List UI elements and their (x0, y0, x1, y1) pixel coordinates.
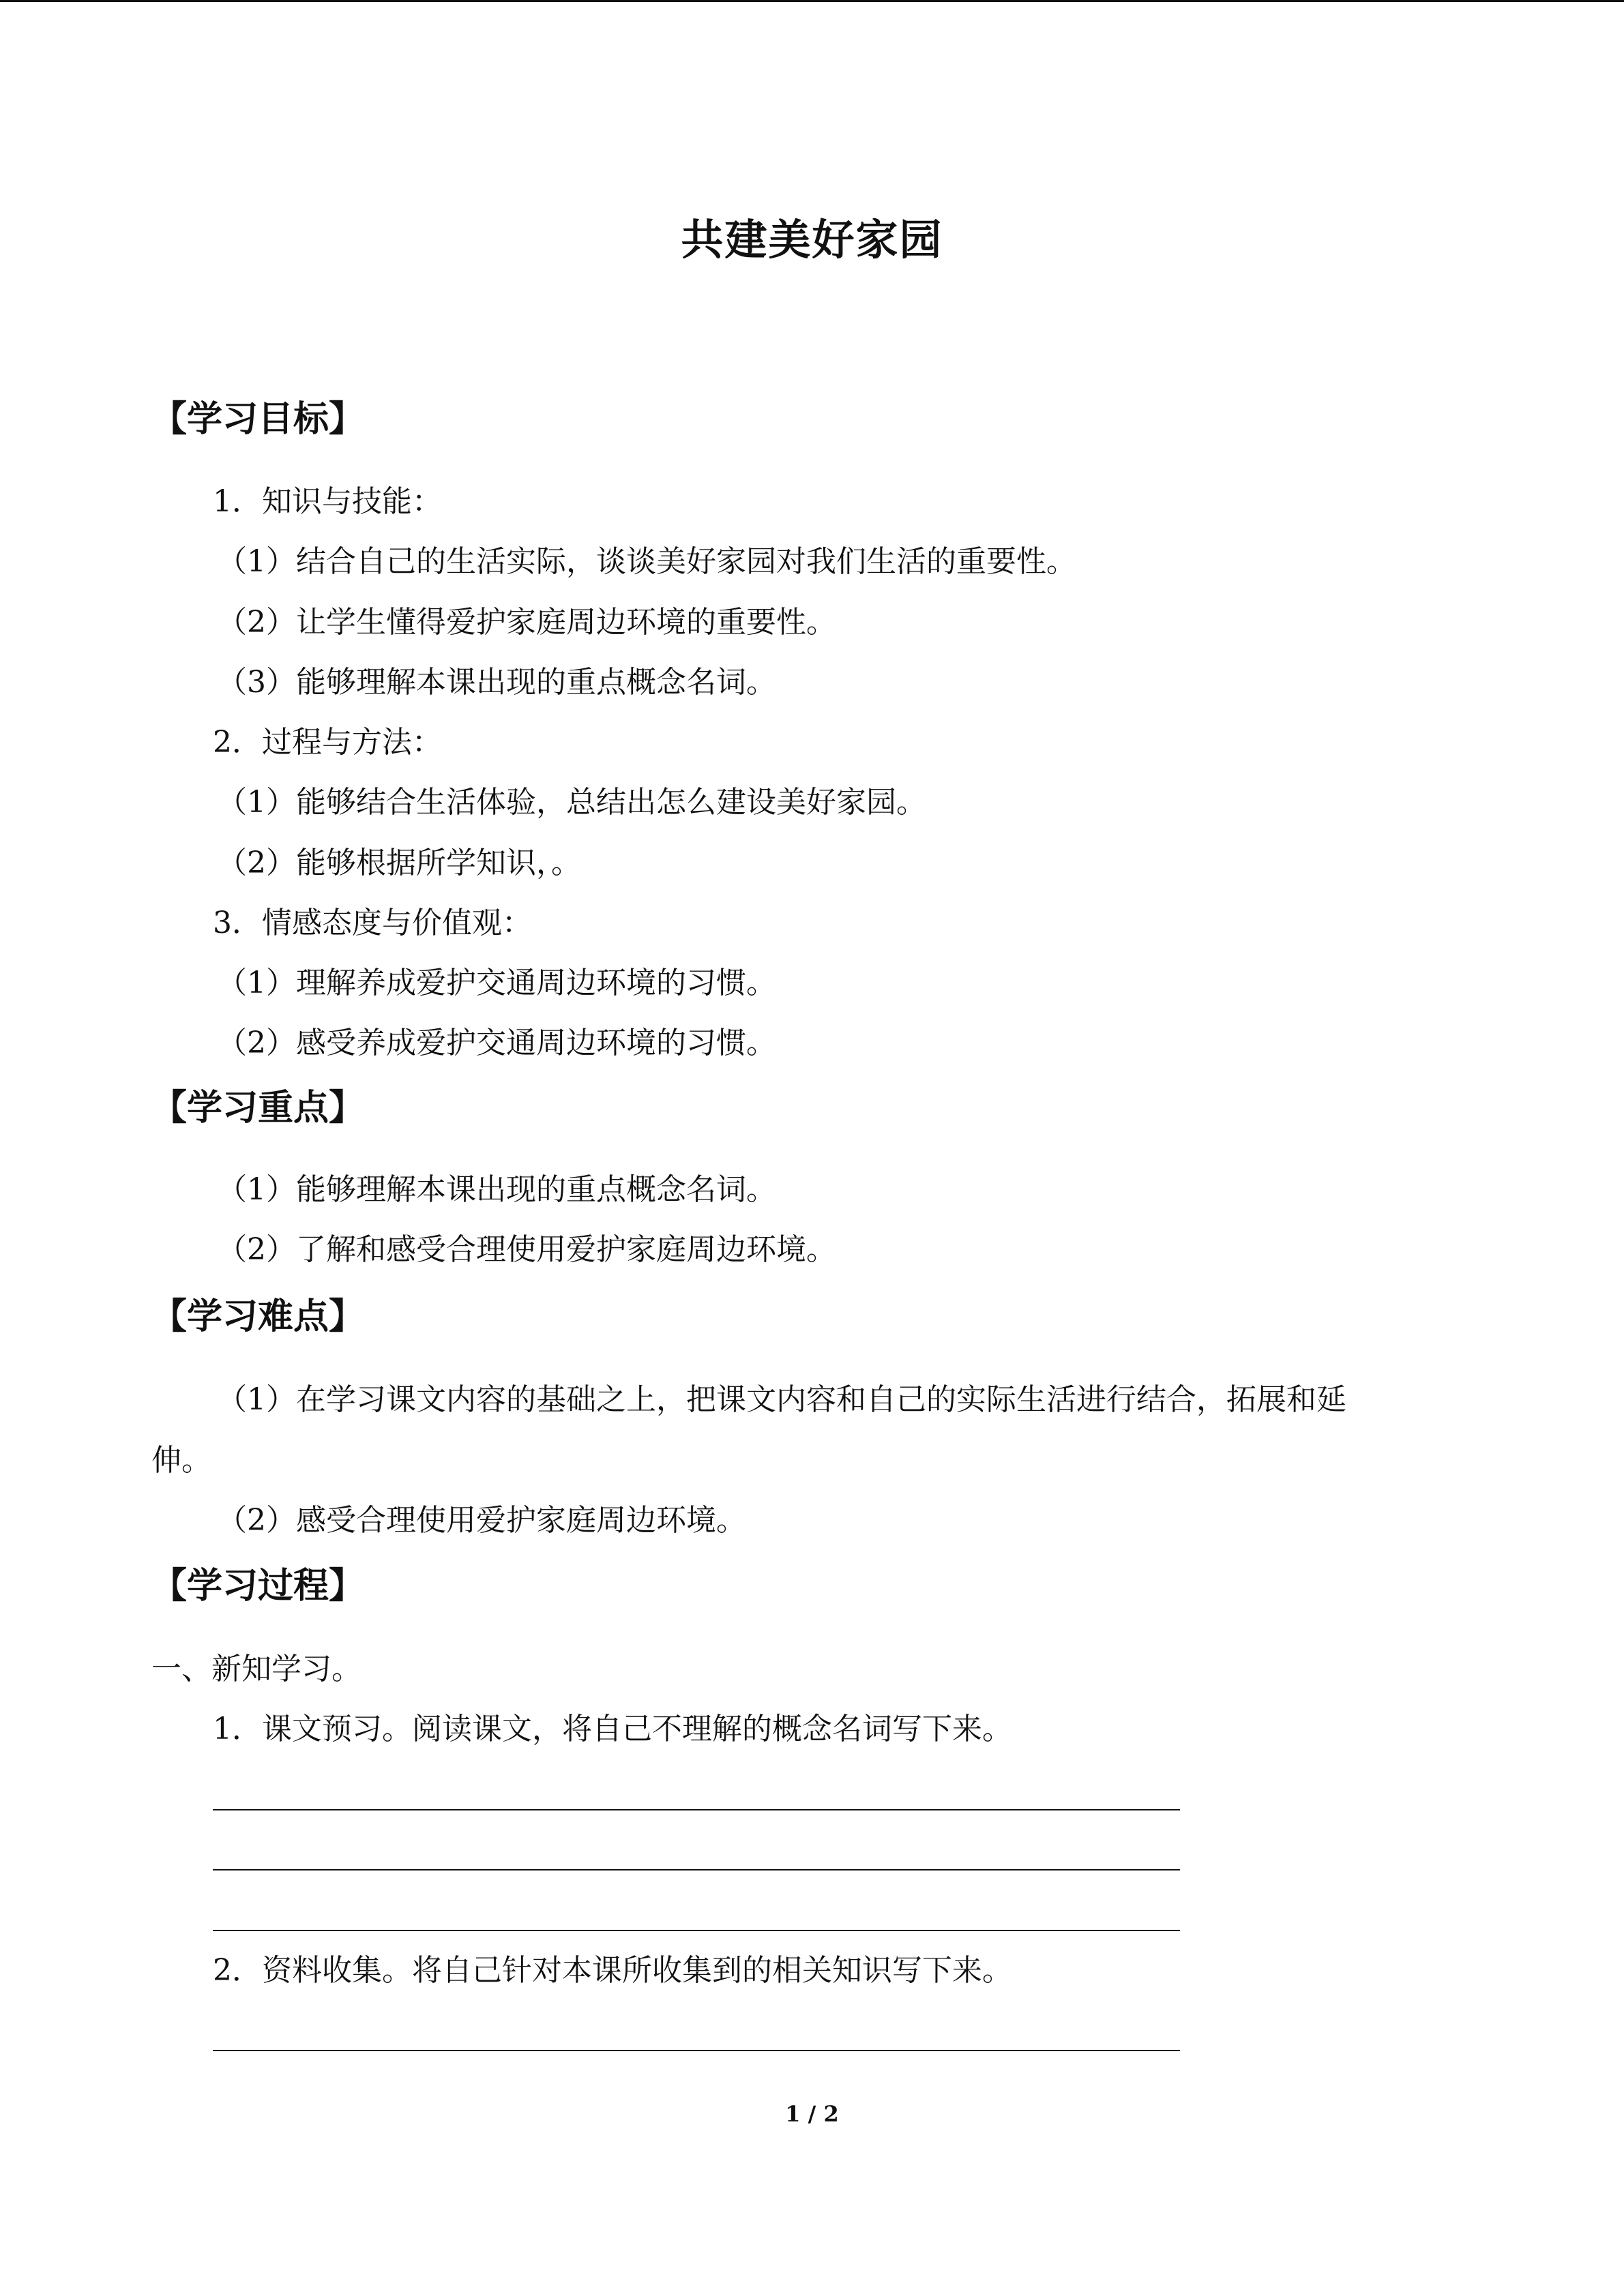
key-point-line: （1）能够理解本课出现的重点概念名词。 (217, 1172, 776, 1207)
key-point-line: （2）了解和感受合理使用爱护家庭周边环境。 (217, 1232, 836, 1267)
objective-line: （2）感受养成爱护交通周边环境的习惯。 (217, 1026, 776, 1060)
answer-blank-line (213, 1869, 1180, 1870)
difficulty-line: （2）感受合理使用爱护家庭周边环境。 (217, 1503, 746, 1538)
objective-line: （3）能够理解本课出现的重点概念名词。 (217, 665, 776, 700)
process-line: 2．资料收集。将自己针对本课所收集到的相关知识写下来。 (213, 1953, 1012, 1988)
process-line: 1．课文预习。阅读课文，将自己不理解的概念名词写下来。 (213, 1712, 1012, 1746)
answer-blank-line (213, 1930, 1180, 1931)
section-heading-objectives: 【学习目标】 (151, 399, 365, 440)
objective-line: （1）能够结合生活体验，总结出怎么建设美好家园。 (217, 785, 926, 820)
objective-line: （2）能够根据所学知识，。 (217, 846, 581, 880)
difficulty-line: 伸。 (151, 1443, 211, 1478)
objective-line: 1．知识与技能： (213, 484, 442, 519)
section-heading-process: 【学习过程】 (151, 1566, 365, 1607)
objective-line: 3．情感态度与价值观： (213, 906, 532, 940)
page-number: 1 / 2 (785, 2101, 839, 2127)
document-title: 共建美好家园 (681, 215, 943, 265)
section-heading-key-points: 【学习重点】 (151, 1088, 365, 1129)
objective-line: （2）让学生懂得爱护家庭周边环境的重要性。 (217, 605, 836, 640)
objective-line: （1）理解养成爱护交通周边环境的习惯。 (217, 966, 776, 1000)
process-line: 一、新知学习。 (151, 1652, 361, 1686)
objective-line: （1）结合自己的生活实际，谈谈美好家园对我们生活的重要性。 (217, 544, 1076, 579)
objective-line: 2．过程与方法： (213, 725, 442, 760)
top-border-line (0, 0, 1624, 2)
answer-blank-line (213, 1809, 1180, 1810)
difficulty-line: （1）在学习课文内容的基础之上，把课文内容和自己的实际生活进行结合，拓展和延 (217, 1382, 1346, 1417)
section-heading-difficulties: 【学习难点】 (151, 1296, 365, 1337)
answer-blank-line (213, 2050, 1180, 2051)
